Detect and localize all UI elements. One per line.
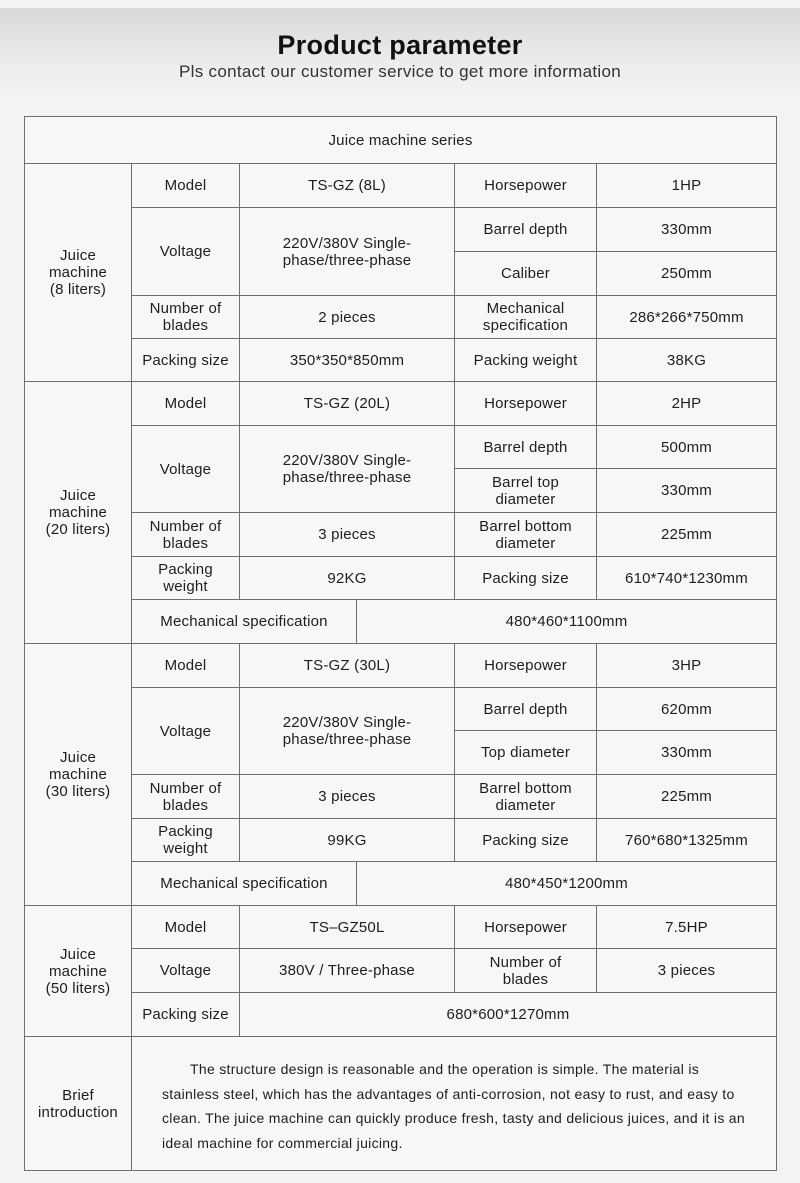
packing-weight-label — [454, 338, 597, 382]
horsepower-value-text: 3HP — [671, 657, 702, 674]
horsepower-value-text: 1HP — [671, 177, 702, 194]
packing-size-value-text: 350*350*850mm — [289, 351, 405, 369]
barrel-depth-label-text: Barrel depth — [483, 221, 568, 238]
barrel-depth-label — [454, 207, 597, 252]
horsepower-label-text: Horsepower — [484, 918, 567, 936]
model-value-text: TS-GZ (30L) — [303, 657, 391, 674]
packing-size-value — [239, 338, 455, 382]
voltage-value-text: 220V/380V Single-phase/three-phase — [282, 714, 412, 748]
packing-weight-value-text: 38KG — [666, 351, 707, 369]
packing-size-value — [239, 992, 777, 1037]
blades-value-text: 2 pieces — [318, 308, 376, 326]
voltage-value — [239, 207, 455, 296]
barrel-depth-label — [454, 687, 597, 731]
barrel-depth-label — [454, 425, 597, 469]
model-label — [131, 381, 240, 426]
brief-label — [24, 1036, 132, 1171]
mechanical-spec-label — [131, 861, 357, 906]
blades-value-text: 3 pieces — [318, 526, 376, 543]
voltage-label — [131, 207, 240, 296]
barrel-top-diameter-label — [454, 468, 597, 513]
horsepower-value — [596, 905, 777, 949]
barrel-bottom-diameter-value-text: 225mm — [660, 788, 713, 805]
packing-size-value-text: 760*680*1325mm — [625, 831, 748, 849]
brief-text — [131, 1036, 777, 1171]
barrel-bottom-diameter-value-text: 225mm — [660, 526, 713, 543]
top-diameter-label-text: Top diameter — [480, 744, 571, 761]
blades-label-text: Number of blades — [149, 779, 222, 814]
packing-weight-value — [239, 818, 455, 862]
blades-label — [454, 948, 597, 993]
series-title — [24, 116, 777, 164]
horsepower-value-text: 2HP — [671, 395, 702, 412]
model-value-text: TS-GZ (8L) — [308, 177, 386, 194]
model-value-text: TS–GZ50L — [309, 918, 385, 936]
section-name-20l-text: Juice machine (20 liters) — [45, 487, 111, 538]
blades-label-text: Number of blades — [489, 953, 562, 988]
horsepower-label-text: Horsepower — [484, 395, 567, 412]
barrel-depth-value — [596, 207, 777, 252]
mechanical-spec-value-text: 480*460*1100mm — [505, 613, 628, 630]
barrel-depth-label-text: Barrel depth — [483, 700, 568, 718]
packing-weight-value-text: 92KG — [327, 569, 367, 587]
barrel-depth-value-text: 620mm — [660, 700, 713, 718]
model-value — [239, 381, 455, 426]
voltage-value — [239, 948, 455, 993]
horsepower-value — [596, 381, 777, 426]
packing-size-label — [454, 556, 597, 600]
blades-value — [239, 774, 455, 819]
blades-value-text: 3 pieces — [318, 788, 376, 805]
model-value — [239, 163, 455, 208]
horsepower-label — [454, 381, 597, 426]
top-diameter-value-text: 330mm — [660, 744, 713, 761]
horsepower-label — [454, 643, 597, 688]
series-title-text: Juice machine series — [328, 131, 473, 149]
blades-value — [596, 948, 777, 993]
model-value-text: TS-GZ (20L) — [303, 395, 391, 412]
brief-label-text: Brief introduction — [38, 1086, 118, 1121]
barrel-depth-value — [596, 687, 777, 731]
voltage-label-text: Voltage — [159, 243, 212, 260]
voltage-value — [239, 687, 455, 775]
mechanical-spec-value — [356, 599, 777, 644]
caliber-label-text: Caliber — [501, 265, 550, 282]
brief-text-text: The structure design is reasonable and the operation is simple. The material is stainless steel, which has the advantages of anti-corrosion, not easy to rust, and easy to clean. The juice machine can quickly produce fresh, tasty and delicious juices, and it is an ideal machine for commercial juicing. — [162, 1061, 745, 1151]
section-name-30l — [24, 643, 132, 906]
model-label-text: Model — [164, 395, 207, 412]
top-diameter-value — [596, 730, 777, 775]
barrel-depth-value-text: 500mm — [660, 438, 713, 456]
packing-size-label — [131, 338, 240, 382]
barrel-depth-value-text: 330mm — [660, 221, 713, 238]
blades-value — [239, 295, 455, 339]
section-name-8l — [24, 163, 132, 382]
packing-size-label-text: Packing size — [482, 569, 569, 587]
packing-size-value — [596, 556, 777, 600]
packing-size-label — [454, 818, 597, 862]
blades-label — [131, 295, 240, 339]
mechanical-spec-label-text: Mechanical specification — [160, 875, 328, 892]
packing-weight-label-text: Packing weight — [158, 823, 213, 857]
horsepower-value — [596, 643, 777, 688]
barrel-bottom-diameter-label-text: Barrel bottom diameter — [479, 779, 572, 814]
section-name-50l — [24, 905, 132, 1037]
barrel-bottom-diameter-label-text: Barrel bottom diameter — [479, 517, 572, 552]
packing-weight-label-text: Packing weight — [158, 561, 213, 595]
packing-weight-value — [239, 556, 455, 600]
voltage-label-text: Voltage — [159, 460, 212, 478]
horsepower-label-text: Horsepower — [484, 177, 567, 194]
mechanical-spec-label — [131, 599, 357, 644]
packing-size-label-text: Packing size — [142, 351, 229, 369]
barrel-bottom-diameter-value — [596, 774, 777, 819]
barrel-top-diameter-label-text: Barrel top diameter — [491, 473, 560, 508]
model-label — [131, 905, 240, 949]
model-value — [239, 643, 455, 688]
top-diameter-label — [454, 730, 597, 775]
barrel-bottom-diameter-label — [454, 512, 597, 557]
blades-label — [131, 774, 240, 819]
voltage-value — [239, 425, 455, 513]
packing-weight-value — [596, 338, 777, 382]
packing-weight-label — [131, 556, 240, 600]
blades-label — [131, 512, 240, 557]
model-label-text: Model — [164, 918, 207, 936]
mechanical-spec-value — [596, 295, 777, 339]
voltage-label — [131, 948, 240, 993]
voltage-label — [131, 425, 240, 513]
horsepower-label — [454, 163, 597, 208]
barrel-bottom-diameter-label — [454, 774, 597, 819]
model-label-text: Model — [164, 657, 207, 674]
packing-size-label-text: Packing size — [482, 831, 569, 849]
blades-value — [239, 512, 455, 557]
caliber-label — [454, 251, 597, 296]
packing-size-value-text: 610*740*1230mm — [625, 569, 748, 587]
packing-weight-value-text: 99KG — [327, 831, 367, 849]
mechanical-spec-value-text: 480*450*1200mm — [505, 875, 628, 892]
horsepower-value — [596, 163, 777, 208]
blades-value-text: 3 pieces — [657, 962, 716, 979]
barrel-top-diameter-value-text: 330mm — [660, 482, 713, 499]
packing-weight-label-text: Packing weight — [473, 351, 578, 369]
section-name-30l-text: Juice machine (30 liters) — [45, 749, 111, 800]
mechanical-spec-label-text: Mechanical specification — [482, 300, 569, 334]
voltage-label-text: Voltage — [159, 962, 212, 979]
blades-label-text: Number of blades — [149, 300, 222, 334]
mechanical-spec-value — [356, 861, 777, 906]
caliber-value — [596, 251, 777, 296]
mechanical-spec-label-text: Mechanical specification — [160, 613, 328, 630]
barrel-top-diameter-value — [596, 468, 777, 513]
page-title: Product parameter — [277, 30, 523, 60]
horsepower-label — [454, 905, 597, 949]
mechanical-spec-value-text: 286*266*750mm — [629, 308, 744, 326]
voltage-value-text: 220V/380V Single-phase/three-phase — [282, 452, 412, 486]
packing-size-value-text: 680*600*1270mm — [446, 1006, 570, 1023]
blades-label-text: Number of blades — [149, 517, 222, 552]
barrel-bottom-diameter-value — [596, 512, 777, 557]
model-value — [239, 905, 455, 949]
packing-size-label-text: Packing size — [142, 1006, 229, 1023]
voltage-value-text: 380V / Three-phase — [279, 962, 415, 979]
section-name-20l — [24, 381, 132, 644]
voltage-value-text: 220V/380V Single-phase/three-phase — [282, 234, 412, 269]
caliber-value-text: 250mm — [660, 265, 713, 282]
packing-size-value — [596, 818, 777, 862]
model-label — [131, 163, 240, 208]
page-subtitle: Pls contact our customer service to get more information — [179, 62, 621, 81]
barrel-depth-label-text: Barrel depth — [483, 438, 568, 456]
horsepower-label-text: Horsepower — [484, 657, 567, 674]
packing-size-label — [131, 992, 240, 1037]
packing-weight-label — [131, 818, 240, 862]
barrel-depth-value — [596, 425, 777, 469]
section-name-50l-text: Juice machine (50 liters) — [45, 945, 111, 997]
horsepower-value-text: 7.5HP — [665, 918, 708, 936]
voltage-label — [131, 687, 240, 775]
mechanical-spec-label — [454, 295, 597, 339]
section-name-8l-text: Juice machine (8 liters) — [48, 247, 108, 298]
voltage-label-text: Voltage — [159, 722, 212, 740]
model-label — [131, 643, 240, 688]
model-label-text: Model — [164, 177, 207, 194]
